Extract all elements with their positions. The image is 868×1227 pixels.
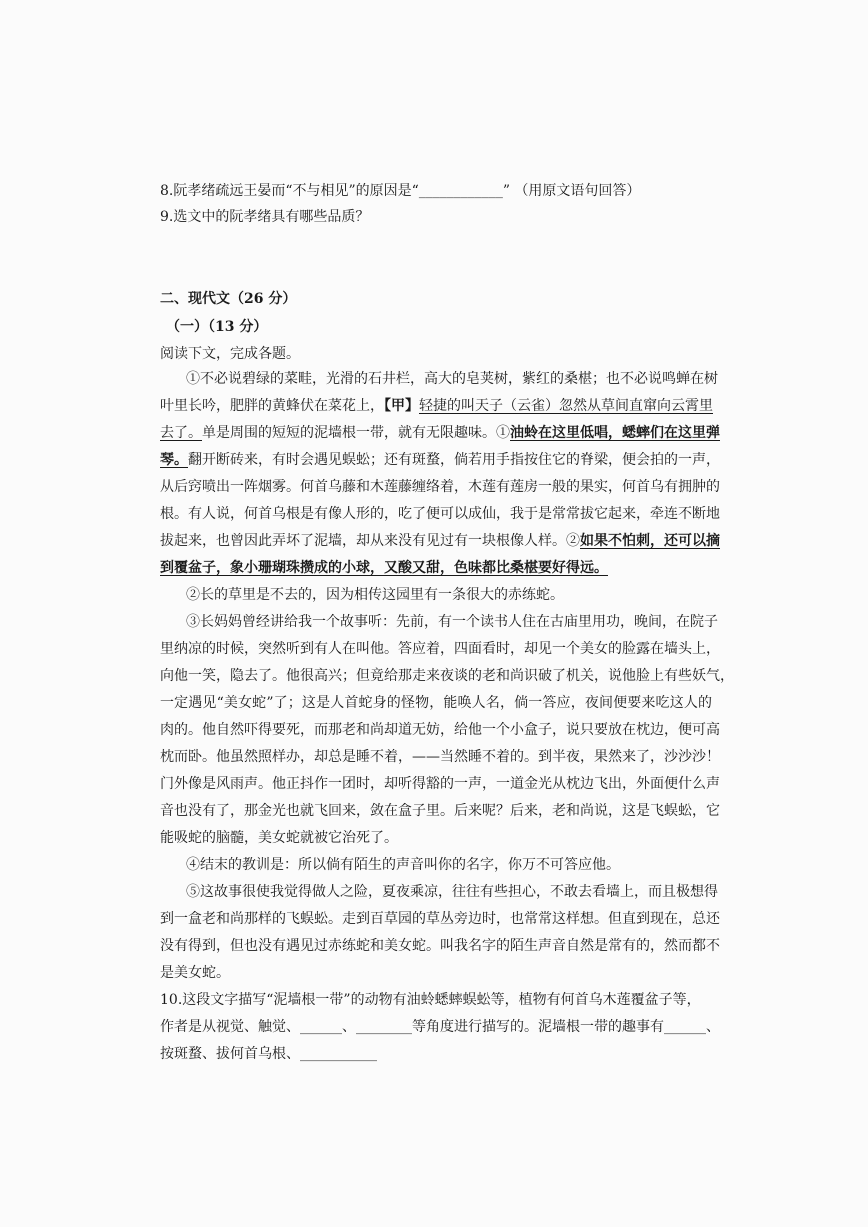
marker-jia: 【甲】	[384, 398, 419, 414]
paragraph-5-line-3: 没有得到，但也没有遇见过赤练蛇和美女蛇。叫我名字的陌生声音自然是常有的，然而都不	[160, 938, 720, 954]
paragraph-1-line-8: 到覆盆子，象小珊瑚珠攒成的小球，又酸又甜，色味都比桑椹要好得远。	[160, 560, 608, 576]
question-8: 8.阮孝绪疏远王晏而“不与相见”的原因是“____________” （用原文语句回答）	[160, 183, 641, 199]
paragraph-5-line-1: ⑤这故事很使我觉得做人之险，夏夜乘凉，往往有些担心，不敢去看墙上，而且极想得	[186, 884, 718, 900]
paragraph-3-line-3: 向他一笑，隐去了。他很高兴；但竟给那走来夜谈的老和尚识破了机关，说他脸上有些妖气，	[160, 668, 734, 684]
underlined-sentence-1: 油蛉在这里低唱，蟋蟀们在这里弹	[510, 425, 720, 441]
underlined-sentence-jia: 轻捷的叫天子（云雀）忽然从草间直窜向云霄里	[419, 398, 713, 414]
paragraph-3-line-6: 枕而卧。他虽然照样办，却总是睡不着，——当然睡不着的。到半夜，果然来了，沙沙沙！	[160, 749, 720, 765]
paragraph-3-line-8: 音也没有了，那金光也就飞回来，敛在盒子里。后来呢？后来，老和尚说，这是飞蜈蚣，它	[160, 803, 720, 819]
paragraph-3-line-1: ③长妈妈曾经讲给我一个故事听：先前，有一个读书人住在古庙里用功，晚间，在院子	[186, 614, 718, 630]
paragraph-5-line-2: 到一盒老和尚那样的飞蜈蚣。走到百草园的草丛旁边时，也常常这样想。但直到现在，总还	[160, 911, 720, 927]
paragraph-1-line-2: 叶里长吟，肥胖的黄蜂伏在菜花上，【甲】轻捷的叫天子（云雀）忽然从草间直窜向云霄里	[160, 398, 713, 414]
question-10-line-2: 作者是从视觉、触觉、______、________等角度进行描写的。泥墙根一带的趣事有______、	[160, 1019, 720, 1035]
paragraph-3-line-7: 门外像是风雨声。他正抖作一团时，却听得豁的一声，一道金光从枕边飞出，外面便什么声	[160, 776, 720, 792]
question-10-line-1: 10.这段文字描写“泥墙根一带”的动物有油蛉蟋蟀蜈蚣等，植物有何首乌木莲覆盆子等，	[160, 992, 701, 1008]
paragraph-4: ④结末的教训是：所以倘有陌生的声音叫你的名字，你万不可答应他。	[186, 857, 620, 873]
paragraph-3-line-9: 能吸蛇的脑髓，美女蛇就被它治死了。	[160, 830, 398, 846]
question-9: 9.选文中的阮孝绪具有哪些品质？	[160, 209, 370, 225]
paragraph-1-line-4: 琴。翻开断砖来，有时会遇见蜈蚣；还有斑蝥，倘若用手指按住它的脊梁，便会拍的一声，	[160, 452, 720, 468]
question-10-line-3: 按斑蝥、拔何首乌根、___________	[160, 1046, 377, 1062]
subsection-title: （一）（13 分）	[166, 319, 268, 335]
paragraph-2: ②长的草里是不去的，因为相传这园里有一条很大的赤练蛇。	[186, 587, 564, 603]
paragraph-1-line-3: 去了。单是周围的短短的泥墙根一带，就有无限趣味。①油蛉在这里低唱，蟋蟀们在这里弹	[160, 425, 720, 441]
paragraph-3-line-4: 一定遇见“美女蛇”了；这是人首蛇身的怪物，能唤人名，倘一答应，夜间便要来吃这人的	[160, 695, 712, 711]
paragraph-3-line-5: 肉的。他自然吓得要死，而那老和尚却道无妨，给他一个小盒子，说只要放在枕边，便可高	[160, 722, 720, 738]
paragraph-1-line-1: ①不必说碧绿的菜畦，光滑的石井栏，高大的皂荚树，紫红的桑椹；也不必说鸣蝉在树	[186, 371, 718, 387]
paragraph-3-line-2: 里纳凉的时候，突然听到有人在叫他。答应着，四面看时，却见一个美女的脸露在墙头上，	[160, 641, 720, 657]
section-title: 二、现代文（26 分）	[160, 291, 297, 307]
paragraph-1-line-7: 拔起来，也曾因此弄坏了泥墙，却从来没有见过有一块根像人样。②如果不怕刺，还可以摘	[160, 533, 720, 549]
paragraph-1-line-6: 根。有人说，何首乌根是有像人形的，吃了便可以成仙，我于是常常拔它起来，牵连不断地	[160, 506, 720, 522]
paragraph-1-line-5: 从后窍喷出一阵烟雾。何首乌藤和木莲藤缠络着，木莲有莲房一般的果实，何首乌有拥肿的	[160, 479, 720, 495]
underlined-sentence-2: 如果不怕刺，还可以摘	[580, 533, 720, 549]
paragraph-5-line-4: 是美女蛇。	[160, 965, 230, 981]
instruction: 阅读下文，完成各题。	[160, 346, 300, 362]
